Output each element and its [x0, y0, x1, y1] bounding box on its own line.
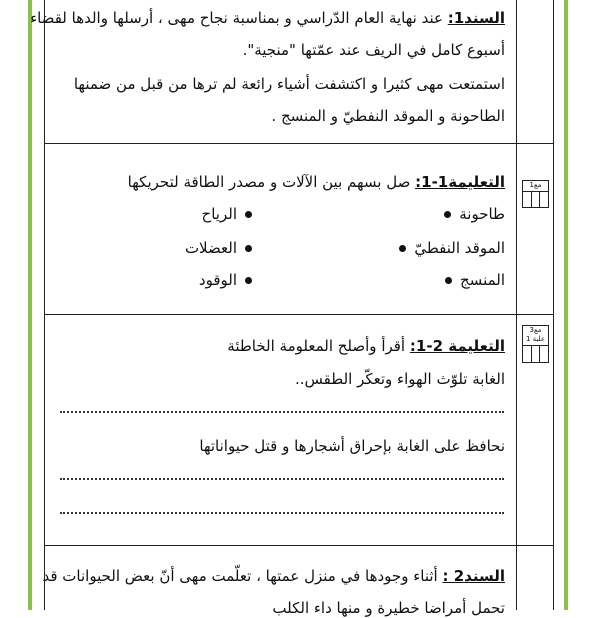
- criterion-box-label: مع1: [523, 181, 548, 192]
- connection-dot[interactable]: [245, 245, 252, 252]
- energy-source-label: الوقود: [198, 271, 237, 289]
- answer-line-1[interactable]: [60, 411, 504, 413]
- energy-source-item-1: [202, 204, 260, 224]
- left-border-bar: [28, 0, 32, 610]
- row-divider-2: [44, 314, 554, 315]
- energy-source-label: العضلات: [184, 239, 237, 257]
- table-left-edge: [44, 0, 45, 610]
- criterion-box-1: [522, 180, 549, 208]
- connection-dot[interactable]: [245, 211, 252, 218]
- table-right-edge: [553, 0, 554, 610]
- connection-dot[interactable]: [399, 245, 406, 252]
- sanad1-line3: استمتعت مهى كثيرا و اكتشفت أشياء رائعة لم ترها من قبل من ضمنها: [73, 75, 505, 93]
- connection-dot[interactable]: [444, 211, 451, 218]
- machine-label: المنسج: [460, 271, 505, 289]
- energy-source-label: الرياح: [201, 205, 237, 223]
- machine-item-1: [436, 204, 505, 224]
- answer-line-3[interactable]: [60, 512, 504, 514]
- sanad1-line1: السند1: عند نهاية العام الدّراسي و بمناسبة نجاح مهى ، أرسلها والدها لقضاء: [30, 9, 505, 27]
- machine-label: الموقد النفطيّ: [414, 239, 505, 257]
- wrong-sentence-2: نحافظ على الغابة بإحراق أشجارها و قتل حيواناتها: [199, 437, 505, 455]
- connection-dot[interactable]: [445, 277, 452, 284]
- machine-label: طاحونة: [459, 205, 505, 223]
- table-column-divider: [516, 0, 517, 610]
- row-divider-3: [44, 545, 554, 546]
- wrong-sentence-1: الغابة تلوّث الهواء وتعكّر الطقس..: [295, 370, 505, 388]
- instruction2-heading: التعليمة 2-1: أقرأ وأصلح المعلومة الخاطئة: [227, 337, 505, 355]
- energy-source-item-3: [199, 270, 260, 290]
- criterion-box-2: [522, 325, 549, 363]
- row-divider-1: [44, 143, 554, 144]
- right-border-bar: [564, 0, 568, 610]
- connection-dot[interactable]: [245, 277, 252, 284]
- sanad1-line2: أسبوع كامل في الريف عند عمّتها "منجية".: [242, 41, 505, 59]
- criterion-box-label: مع3: [529, 326, 542, 334]
- sanad1-line4: الطاحونة و الموقد النفطيّ و المنسج .: [271, 107, 505, 125]
- criterion-box-sublabel: علبة 1: [523, 335, 548, 346]
- instruction1-heading: التعليمة1-1: صل بسهم بين الآلات و مصدر الطاقة لتحريكها: [127, 173, 505, 191]
- sanad2-line1: السند2 : أثناء وجودها في منزل عمتها ، تعلّمت مهى أنّ بعض الحيوانات قد: [42, 567, 505, 585]
- sanad2-line2: تحمل أمراضا خطيرة و منها داء الكلب: [272, 599, 505, 617]
- machine-item-3: [437, 270, 505, 290]
- answer-line-2[interactable]: [60, 478, 504, 480]
- energy-source-item-2: [185, 238, 260, 258]
- machine-item-2: [391, 238, 505, 258]
